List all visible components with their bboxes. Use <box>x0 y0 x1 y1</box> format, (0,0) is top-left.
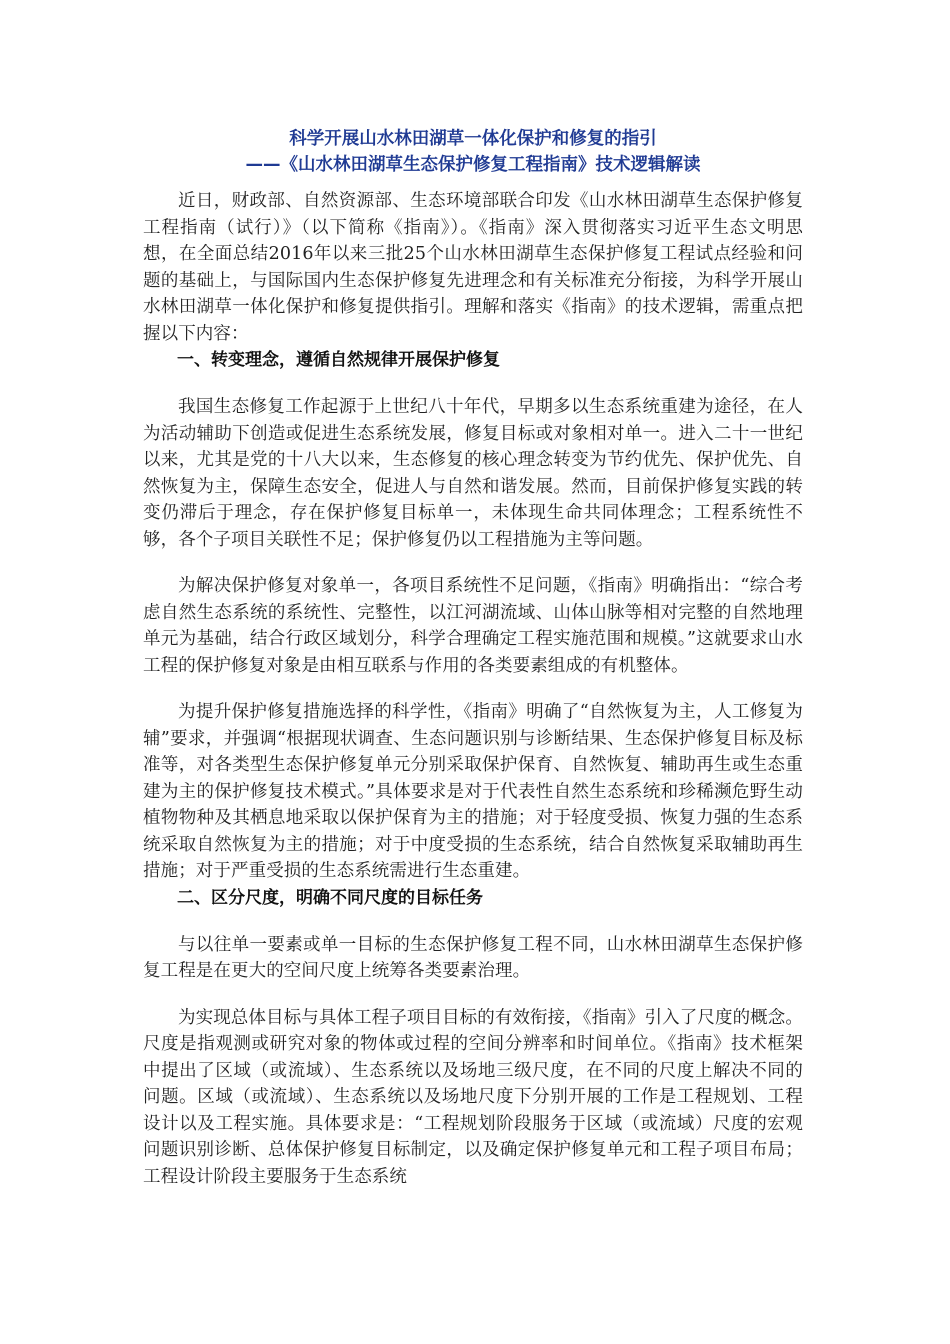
section-heading: 二、区分尺度，明确不同尺度的目标任务 <box>177 887 483 908</box>
document-body <box>143 188 803 1190</box>
body-paragraph: 为解决保护修复对象单一，各项目系统性不足问题，《指南》明确指出：“综合考虑自然生态系统的系统性、完整性，以江河湖流域、山体山脉等相对完整的自然地理单元为基础，结合行政区域划分，科学合理确定工程实施范围和规模。”这就要求山水工程的保护修复对象是由相互联系与作用的各类要素组成的有机整体。 <box>143 576 803 676</box>
section-heading: 一、转变理念，遵循自然规律开展保护修复 <box>177 350 500 370</box>
body-paragraph: 为实现总体目标与具体工程子项目目标的有效衔接，《指南》引入了尺度的概念。尺度是指观测或研究对象的物体或过程的空间分辨率和时间单位。《指南》技术框架中提出了区域（或流域）、生态系统以及场地三级尺度，在不同的尺度上解决不同的问题。区域（或流域）、生态系统以及场地尺度下分别开展的工作是工程规划、工程设计以及工程实施。具体要求是：“工程规划阶段服务于区域（或流域）尺度的宏观问题识别诊断、总体保护修复目标制定，以及确定保护修复单元和工程子项目布局；工程设计阶段主要服务于生态系统 <box>143 1007 803 1187</box>
document-subtitle: ——《山水林田湖草生态保护修复工程指南》技术逻辑解读 <box>245 155 701 175</box>
document-title: 科学开展山水林田湖草一体化保护和修复的指引 <box>289 129 657 149</box>
body-paragraph: 为提升保护修复措施选择的科学性，《指南》明确了“自然恢复为主，人工修复为辅”要求，并强调“根据现状调查、生态问题识别与诊断结果、生态保护修复目标及标准等，对各类型生态保护修复单元分别采取保护保育、自然恢复、辅助再生或生态重建为主的保护修复技术模式。”具体要求是对于代表性自然生态系统和珍稀濒危野生动植物物种及其栖息地采取以保护保育为主的措施；对于轻度受损、恢复力强的生态系统采取自然恢复为主的措施；对于中度受损的生态系统，结合自然恢复采取辅助再生措施；对于严重受损的生态系统需进行生态重建。 <box>143 702 803 881</box>
document-page <box>143 126 803 1190</box>
body-paragraph: 与以往单一要素或单一目标的生态保护修复工程不同，山水林田湖草生态保护修复工程是在更大的空间尺度上统筹各类要素治理。 <box>143 934 803 981</box>
intro-paragraph: 近日，财政部、自然资源部、生态环境部联合印发《山水林田湖草生态保护修复工程指南（试行）》（以下简称《指南》）。《指南》深入贯彻落实习近平生态文明思想，在全面总结2016年以来三批25个山水林田湖草生态保护修复工程试点经验和问题的基础上，与国际国内生态保护修复先进理念和有关标准充分衔接，为科学开展山水林田湖草一体化保护和修复提供指引。理解和落实《指南》的技术逻辑，需重点把握以下内容： <box>143 191 803 344</box>
body-paragraph: 我国生态修复工作起源于上世纪八十年代，早期多以生态系统重建为途径，在人为活动辅助下创造或促进生态系统发展，修复目标或对象相对单一。进入二十一世纪以来，尤其是党的十八大以来，生态修复的核心理念转变为节约优先、保护优先、自然恢复为主，保障生态安全，促进人与自然和谐发展。然而，目前保护修复实践的转变仍滞后于理念，存在保护修复目标单一，未体现生命共同体理念；工程系统性不够，各个子项目关联性不足；保护修复仍以工程措施为主等问题。 <box>143 397 803 550</box>
